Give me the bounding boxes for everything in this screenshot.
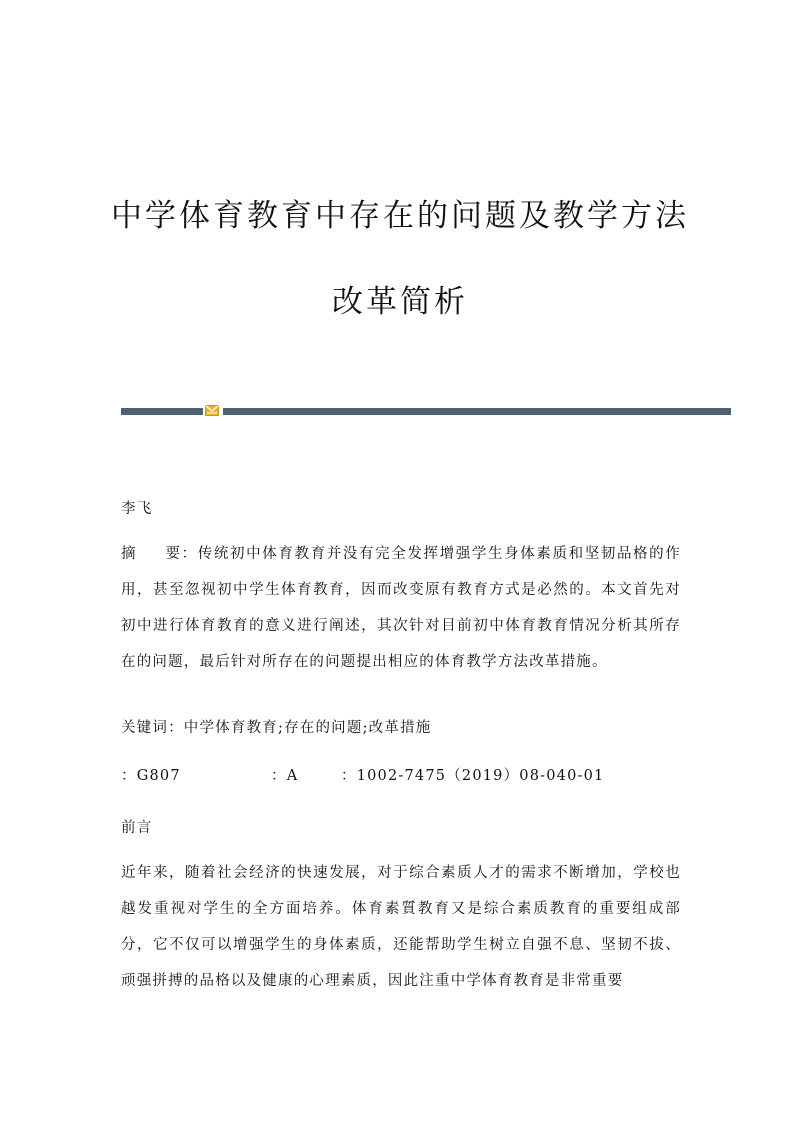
title-divider-right: [223, 408, 731, 415]
intro-paragraph: 近年来，随着社会经济的快速发展，对于综合素质人才的需求不断增加，学校也越发重视对学生的全方面培养。体育素質教育又是综合素质教育的重要组成部分，它不仅可以增强学生的身体素质，还能帮助学生树立自强不息、坚韧不拔、顽强拼搏的品格以及健康的心理素质，因此注重中学体育教育是非常重要: [121, 865, 681, 989]
clc-number: ：G807: [121, 768, 181, 784]
article-id: ：1002-7475（2019）08-040-01: [341, 768, 605, 784]
keywords-line: 关键词：中学体育教育;存在的问题;改革措施: [121, 720, 432, 736]
envelope-icon: [205, 405, 219, 416]
foreword-heading: 前言: [121, 820, 153, 836]
document-title-line-1: 中学体育教育中存在的问题及教学方法: [111, 198, 689, 234]
abstract-label-a: 摘: [121, 546, 138, 562]
title-divider-left: [121, 408, 203, 415]
document-title-line-2: 改革简析: [332, 284, 468, 320]
document-code: ：A: [271, 768, 299, 784]
abstract-text: 传统初中体育教育并没有完全发挥增强学生身体素质和坚韧品格的作用，甚至忽视初中学生体育教育，因而改变原有教育方式是必然的。本文首先对初中进行体育教育的意义进行阐述，其次针对目前初中体育教育情况分析其所存在的问题，最后针对所存在的问题提出相应的体育教学方法改革措施。: [121, 546, 682, 670]
abstract-paragraph: [121, 536, 681, 680]
abstract-label-b: 要：: [165, 546, 198, 562]
author-name: 李飞: [121, 501, 153, 517]
classification-line: [121, 758, 681, 794]
